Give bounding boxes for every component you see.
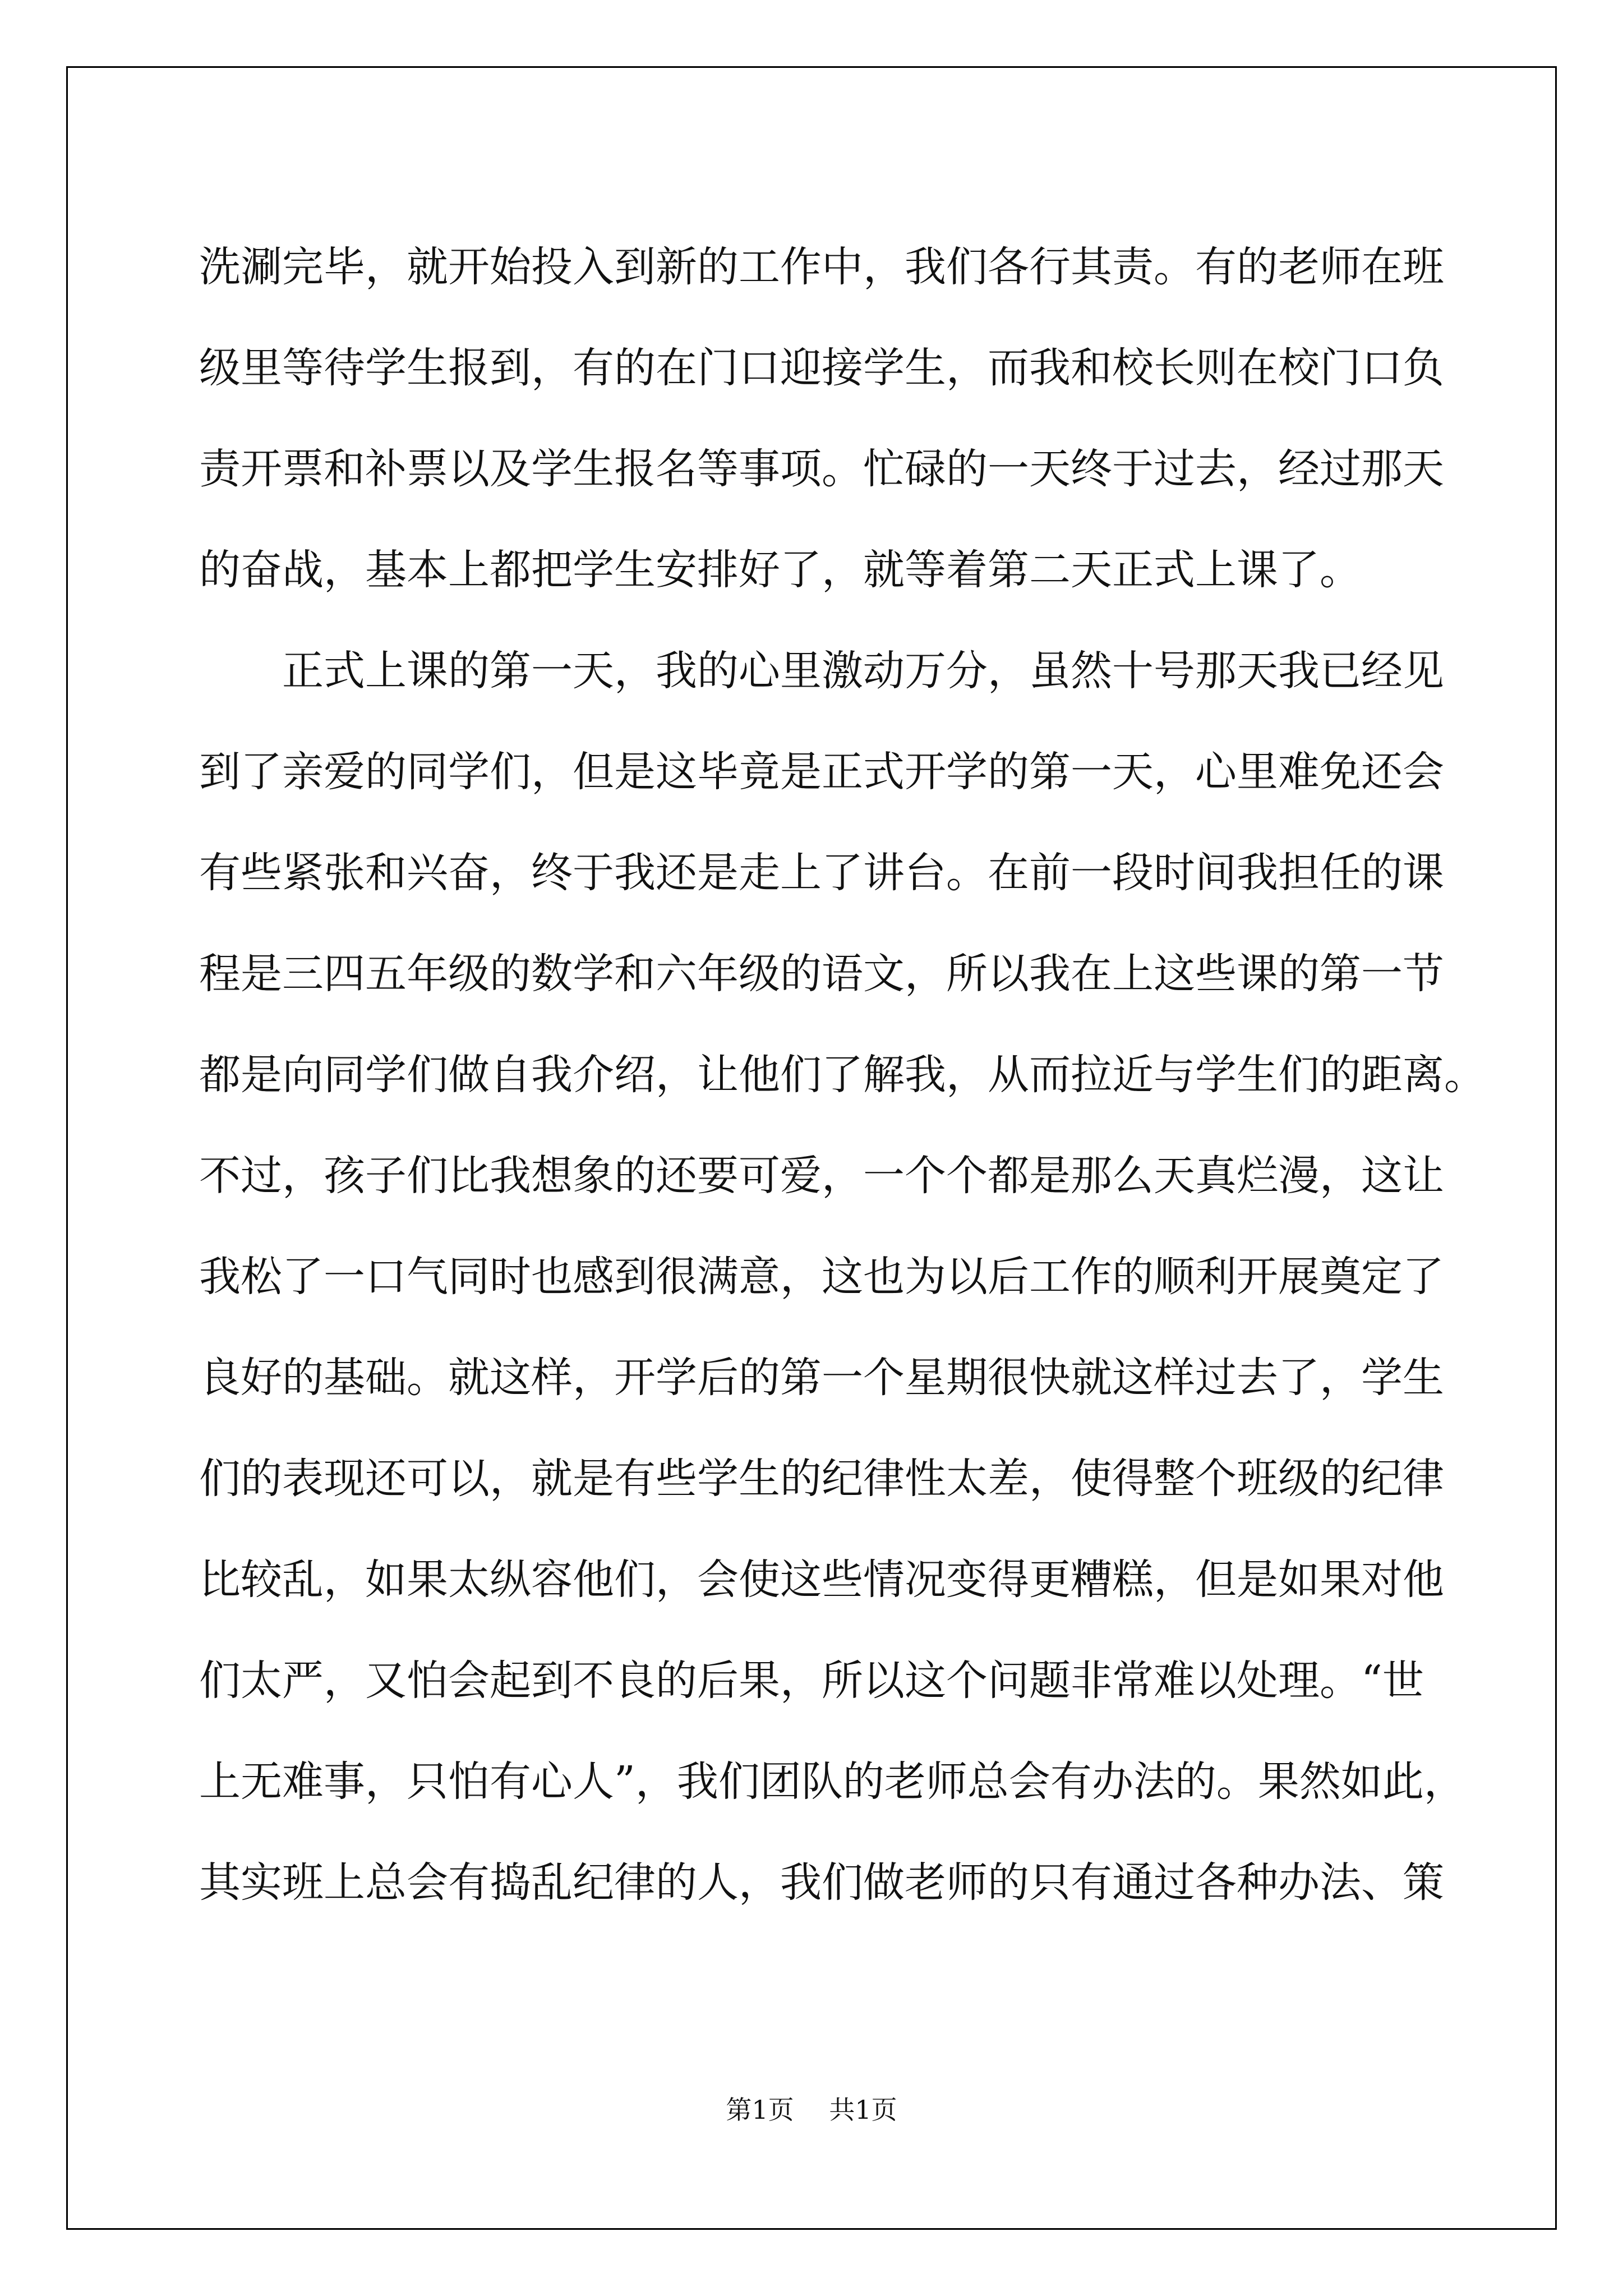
text-line-12: 良好的基础。就这样，开学后的第一个星期很快就这样过去了，学生: [199, 1354, 1444, 1402]
text-line-9: 都是向同学们做自我介绍，让他们了解我，从而拉近与学生们的距离。: [199, 1051, 1486, 1099]
page-number: 第1页: [726, 2095, 794, 2125]
document-body: [199, 213, 1486, 1930]
text-line-16: 上无难事，只怕有心人”，我们团队的老师总会有办法的。果然如此，: [199, 1757, 1465, 1806]
text-line-6: 到了亲爱的同学们，但是这毕竟是正式开学的第一天，心里难免还会: [199, 748, 1444, 796]
text-line-1: 洗涮完毕，就开始投入到新的工作中，我们各行其责。有的老师在班: [199, 243, 1444, 291]
text-line-10: 不过，孩子们比我想象的还要可爱，一个个都是那么天真烂漫，这让: [199, 1152, 1444, 1200]
text-line-8: 程是三四五年级的数学和六年级的语文，所以我在上这些课的第一节: [199, 950, 1444, 998]
text-line-2: 级里等待学生报到，有的在门口迎接学生，而我和校长则在校门口负: [199, 344, 1444, 392]
text-line-17: 其实班上总会有捣乱纪律的人，我们做老师的只有通过各种办法、策: [199, 1858, 1444, 1907]
page-total: 共1页: [829, 2095, 897, 2125]
text-line-5: 正式上课的第一天，我的心里激动万分，虽然十号那天我已经见: [282, 647, 1444, 695]
text-line-7: 有些紧张和兴奋，终于我还是走上了讲台。在前一段时间我担任的课: [199, 849, 1444, 897]
page-footer: [0, 2090, 1623, 2127]
text-line-11: 我松了一口气同时也感到很满意，这也为以后工作的顺利开展奠定了: [199, 1253, 1444, 1301]
text-line-15: 们太严，又怕会起到不良的后果，所以这个问题非常难以处理。“世: [199, 1657, 1424, 1705]
text-line-13: 们的表现还可以，就是有些学生的纪律性太差，使得整个班级的纪律: [199, 1455, 1444, 1503]
text-line-14: 比较乱，如果太纵容他们，会使这些情况变得更糟糕，但是如果对他: [199, 1556, 1444, 1604]
text-line-4: 的奋战，基本上都把学生安排好了，就等着第二天正式上课了。: [199, 546, 1361, 594]
text-line-3: 责开票和补票以及学生报名等事项。忙碌的一天终于过去，经过那天: [199, 445, 1444, 493]
